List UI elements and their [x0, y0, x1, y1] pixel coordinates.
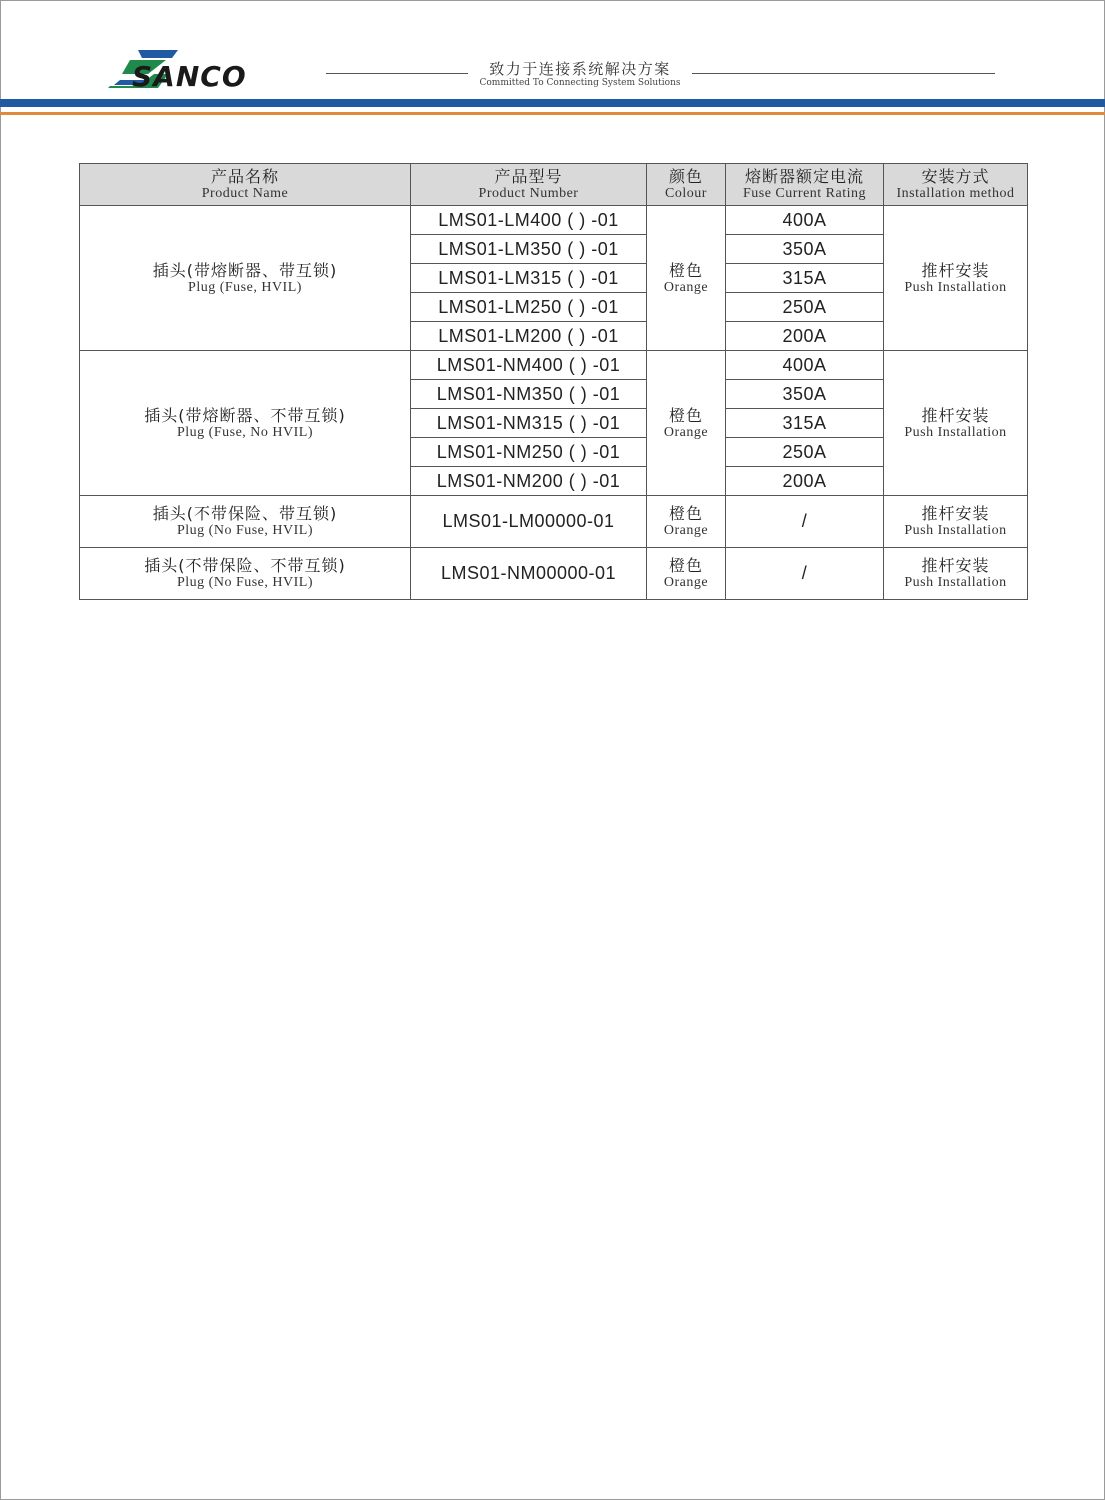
installation-cell: 推杆安装 Push Installation	[884, 206, 1028, 351]
colour-cell: 橙色 Orange	[647, 351, 726, 496]
header-product-name: 产品名称 Product Name	[80, 164, 411, 206]
product-name-cell: 插头(带熔断器、不带互锁) Plug (Fuse, No HVIL)	[80, 351, 411, 496]
fuse-rating-cell: 315A	[726, 264, 884, 293]
table-row	[80, 548, 1028, 600]
product-number-cell: LMS01-LM400 ( ) -01	[411, 206, 647, 235]
fuse-rating-cell: 200A	[726, 322, 884, 351]
header-product-number: 产品型号 Product Number	[411, 164, 647, 206]
slogan-english: Committed To Connecting System Solutions	[479, 78, 681, 88]
header-fuse-rating: 熔断器额定电流 Fuse Current Rating	[726, 164, 884, 206]
fuse-rating-cell: 350A	[726, 235, 884, 264]
slogan-divider-left	[326, 73, 468, 74]
product-number-cell: LMS01-NM200 ( ) -01	[411, 467, 647, 496]
product-number-cell: LMS01-NM315 ( ) -01	[411, 409, 647, 438]
header-orange-stripe	[0, 112, 1105, 115]
table-header-row	[80, 164, 1028, 206]
colour-cell: 橙色 Orange	[647, 548, 726, 600]
product-number-cell: LMS01-NM00000-01	[411, 548, 647, 600]
table-row	[80, 206, 1028, 235]
product-number-cell: LMS01-LM250 ( ) -01	[411, 293, 647, 322]
fuse-rating-cell: 250A	[726, 293, 884, 322]
product-name-cell: 插头(带熔断器、带互锁) Plug (Fuse, HVIL)	[80, 206, 411, 351]
fuse-rating-cell: 400A	[726, 351, 884, 380]
fuse-rating-cell: /	[726, 548, 884, 600]
colour-cell: 橙色 Orange	[647, 206, 726, 351]
table-row	[80, 496, 1028, 548]
fuse-rating-cell: 315A	[726, 409, 884, 438]
product-number-cell: LMS01-LM00000-01	[411, 496, 647, 548]
installation-cell: 推杆安装 Push Installation	[884, 496, 1028, 548]
header-colour: 颜色 Colour	[647, 164, 726, 206]
fuse-rating-cell: 250A	[726, 438, 884, 467]
header-installation: 安装方式 Installation method	[884, 164, 1028, 206]
fuse-rating-cell: 350A	[726, 380, 884, 409]
product-number-cell: LMS01-NM250 ( ) -01	[411, 438, 647, 467]
table-row	[80, 351, 1028, 380]
fuse-rating-cell: /	[726, 496, 884, 548]
installation-cell: 推杆安装 Push Installation	[884, 548, 1028, 600]
slogan-divider-right	[692, 73, 995, 74]
product-spec-table	[79, 163, 1028, 600]
product-name-cell: 插头(不带保险、带互锁) Plug (No Fuse, HVIL)	[80, 496, 411, 548]
colour-cell: 橙色 Orange	[647, 496, 726, 548]
product-number-cell: LMS01-NM350 ( ) -01	[411, 380, 647, 409]
fuse-rating-cell: 200A	[726, 467, 884, 496]
product-number-cell: LMS01-LM200 ( ) -01	[411, 322, 647, 351]
product-name-cell: 插头(不带保险、不带互锁) Plug (No Fuse, HVIL)	[80, 548, 411, 600]
product-number-cell: LMS01-LM315 ( ) -01	[411, 264, 647, 293]
brand-name: SANCO	[132, 60, 247, 93]
fuse-rating-cell: 400A	[726, 206, 884, 235]
installation-cell: 推杆安装 Push Installation	[884, 351, 1028, 496]
product-number-cell: LMS01-LM350 ( ) -01	[411, 235, 647, 264]
header-blue-stripe	[0, 99, 1105, 107]
slogan-chinese: 致力于连接系统解决方案	[489, 60, 671, 78]
product-number-cell: LMS01-NM400 ( ) -01	[411, 351, 647, 380]
